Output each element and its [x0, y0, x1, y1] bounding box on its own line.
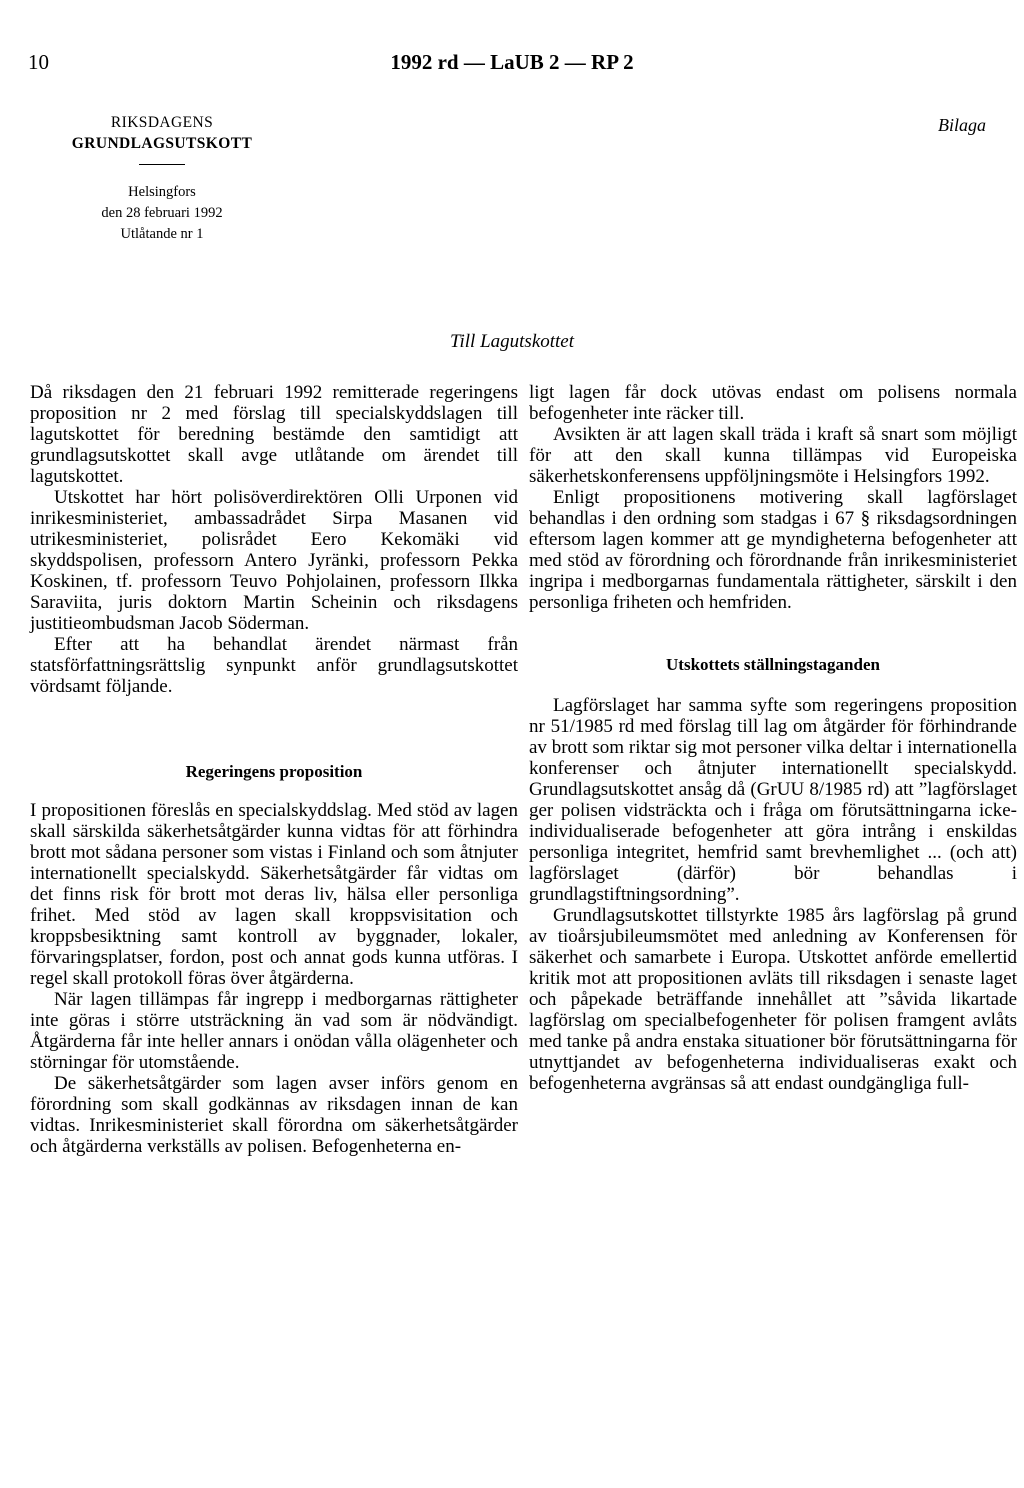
right-paragraph-1: ligt lagen får dock utövas endast om polisens normala befogenheter inte räcker till.	[529, 382, 1017, 424]
addressee: Till Lagutskottet	[449, 331, 575, 352]
divider	[139, 164, 185, 165]
left-paragraph-3: Efter att ha behandlat ärendet närmast från statsförfattningsrättslig synpunkt anför grundlagsutskottet vördsamt följande.	[30, 634, 518, 697]
committee-name-line2: GRUNDLAGSUTSKOTT	[71, 135, 253, 152]
section-heading-regeringens-proposition: Regeringens proposition	[185, 762, 363, 781]
right-paragraph-3: Enligt propositionens motivering skall lagförslaget behandlas i den ordning som stadgas i 67 § riksdagsordningen eftersom lagen kommer att ge myndigheterna befogenheter att med stöd av förordning och förordnande från inrikesministeriet ingripa i medborgarnas fundamentala rättigheter, särskilt i den personliga friheten och hemfriden.	[529, 487, 1017, 613]
left-paragraph-4: I propositionen föreslås en specialskyddslag. Med stöd av lagen skall särskilda säkerhetsåtgärder kunna vidtas för att förhindra brott mot sådana personer som vistas i Finland och som åtnjuter internationellt specialskydd. Säkerhetsåtgärder får vidtas om det finns risk för brott mot deras liv, hälsa eller personliga frihet. Med stöd av lagen skall kroppsvisitation och kroppsbesiktning samt kontroll av byggnader, lokaler, förvaringsplatser, fordon, post och annat gods kunna utföras. I regel skall protokoll föras över åtgärderna.	[30, 800, 518, 989]
right-paragraph-5: Grundlagsutskottet tillstyrkte 1985 års lagförslag på grund av tioårsjubileumsmötet med anledning av Konferensen för säkerhet och samarbete i Europa. Utskottet anförde emellertid kritik mot att propositionen avläts till riksdagen i senaste laget och påpekade beträffande innehållet att ”såvida likartade lagförslag om specialbefogenheter för polisen framgent avlåts med tanke på andra enstaka situationer bör förutsättningarna för utnyttjandet av befogenheterna individualiseras exakt och befogenheterna avgränsas så att endast oundgängliga full-	[529, 905, 1017, 1094]
bilaga-label: Bilaga	[938, 115, 986, 135]
committee-city: Helsingfors	[128, 184, 196, 200]
committee-name-line1: RIKSDAGENS	[110, 114, 214, 131]
left-paragraph-1: Då riksdagen den 21 februari 1992 remitterade regeringens proposition nr 2 med förslag till specialskyddslagen till lagutskottet för beredning bestämde den samtidigt att grundlagsutskottet skall avge utlåtande om ärendet till lagutskottet.	[30, 382, 518, 487]
page-number: 10	[28, 50, 49, 74]
committee-block	[40, 112, 284, 245]
section-heading-utskottets-stallningstaganden: Utskottets ställningstaganden	[666, 655, 880, 674]
left-paragraph-5: När lagen tillämpas får ingrepp i medborgarnas rättigheter inte göras i större utsträckning än vad som är nödvändigt. Åtgärderna får inte heller annars i onödan vålla olägenheter och störningar för utomstående.	[30, 989, 518, 1073]
right-paragraph-2: Avsikten är att lagen skall träda i kraft så snart som möjligt för att den skall kunna tillämpas vid Europeiska säkerhetskonferensens uppföljningsmöte i Helsingfors 1992.	[529, 424, 1017, 487]
statement-number: Utlåtande nr 1	[120, 226, 204, 242]
right-column	[529, 382, 1017, 1094]
left-paragraph-6: De säkerhetsåtgärder som lagen avser införs genom en förordning som skall godkännas av riksdagen innan de kan vidtas. Inrikesministeriet skall förordna om säkerhetsåtgärder och åtgärderna verkställs av polisen. Befogenheterna en-	[30, 1073, 518, 1157]
left-paragraph-2: Utskottet har hört polisöverdirektören Olli Urponen vid inrikesministeriet, ambassadrådet Sirpa Masanen vid utrikesministeriet, polisrådet Eero Kekomäki vid skyddspolisen, professorn Antero Jyränki, professorn Pekka Koskinen, tf. professorn Teuvo Pohjolainen, professorn Ilkka Saraviita, juris doktorn Martin Scheinin och riksdagens justitieombudsman Jacob Söderman.	[30, 487, 518, 634]
committee-date: den 28 februari 1992	[101, 205, 223, 221]
running-head: 1992 rd — LaUB 2 — RP 2	[390, 50, 634, 74]
right-paragraph-4: Lagförslaget har samma syfte som regeringens proposition nr 51/1985 rd med förslag till lag om åtgärder för förhindrande av brott som riktar sig mot personer vilka deltar i internationella konferenser och åtnjuter internationellt specialskydd. Grundlagsutskottet ansåg då (GrUU 8/1985 rd) att ”lagförslaget ger polisen vidsträckta och i fråga om förutsättningarna icke-individualiserade befogenheter att göra intrång i enskildas personliga integritet, hemfrid samt brevhemlighet ... (och att) lagförslaget (därför) bör behandlas i grundlagstiftningsordning”.	[529, 695, 1017, 905]
left-column	[30, 382, 518, 1157]
